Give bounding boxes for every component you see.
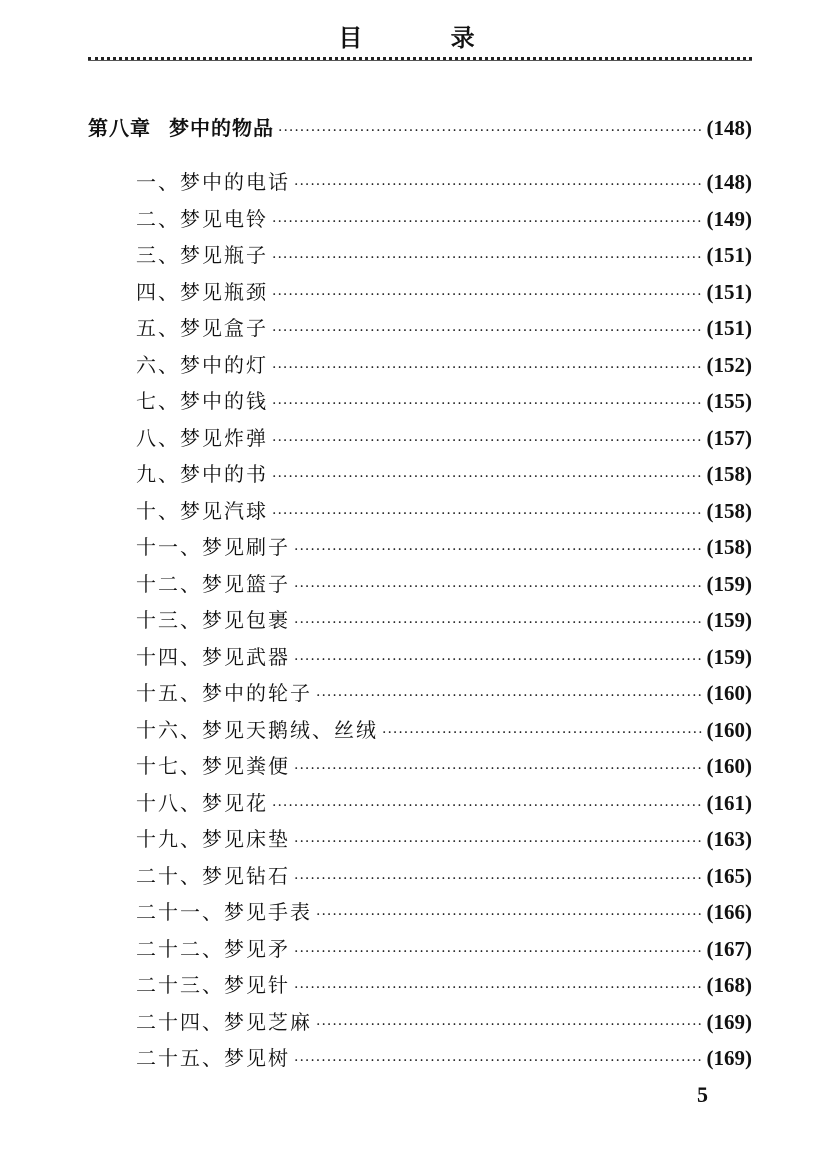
dot-leader (294, 871, 703, 887)
toc-entry-label: 二十五、梦见树 (136, 1046, 290, 1070)
toc-entry-label: 十一、梦见刷子 (136, 535, 290, 559)
toc-entry-page-number: (151) (706, 316, 752, 340)
toc-entry-page-number: (151) (706, 243, 752, 267)
toc-entry-label: 二十一、梦见手表 (136, 900, 312, 924)
dot-leader (294, 615, 703, 631)
toc-entry-row[interactable] (136, 531, 752, 565)
toc-entry-page-number: (160) (706, 754, 752, 778)
toc-entry-page-number: (151) (706, 280, 752, 304)
toc-entry-row[interactable] (136, 677, 752, 711)
toc-entry-label: 十五、梦中的轮子 (136, 681, 312, 705)
dot-leader (382, 725, 703, 741)
dot-leader (294, 980, 703, 996)
toc-entry-page-number: (152) (706, 353, 752, 377)
toc-entry-page-number: (169) (706, 1046, 752, 1070)
toc-entry-page-number: (159) (706, 572, 752, 596)
toc-entry-row[interactable] (136, 1006, 752, 1040)
toc-entry-page-number: (168) (706, 973, 752, 997)
toc-entry-label: 七、梦中的钱 (136, 389, 268, 413)
toc-entry-row[interactable] (136, 714, 752, 748)
chapter-page-number: (148) (706, 116, 752, 140)
toc-entry-row[interactable] (136, 1042, 752, 1076)
dot-leader (272, 287, 703, 303)
toc-entry-label: 十二、梦见篮子 (136, 572, 290, 596)
toc-entry-label: 十六、梦见天鹅绒、丝绒 (136, 718, 378, 742)
chapter-number: 第八章 (88, 116, 151, 140)
dot-leader (272, 323, 703, 339)
toc-chapter-row[interactable] (88, 112, 752, 146)
toc-entry-row[interactable] (136, 641, 752, 675)
header-divider-line (88, 60, 752, 61)
toc-entry-label: 九、梦中的书 (136, 462, 268, 486)
toc-entry-page-number: (160) (706, 718, 752, 742)
toc-entry-label: 十八、梦见花 (136, 791, 268, 815)
footer-page-number: 5 (697, 1082, 708, 1107)
toc-entry-page-number: (169) (706, 1010, 752, 1034)
toc-entry-row[interactable] (136, 276, 752, 310)
toc-entry-page-number: (166) (706, 900, 752, 924)
toc-entry-row[interactable] (136, 568, 752, 602)
toc-entry-label: 十七、梦见粪便 (136, 754, 290, 778)
dot-leader (294, 944, 703, 960)
toc-entry-page-number: (165) (706, 864, 752, 888)
toc-entry-row[interactable] (136, 239, 752, 273)
toc-entry-page-number: (158) (706, 462, 752, 486)
dot-leader (272, 433, 703, 449)
toc-entry-label: 二十、梦见钻石 (136, 864, 290, 888)
toc-entry-page-number: (158) (706, 499, 752, 523)
toc-entry-page-number: (148) (706, 170, 752, 194)
toc-entry-page-number: (155) (706, 389, 752, 413)
chapter-title: 梦中的物品 (169, 116, 274, 140)
toc-entry-page-number: (159) (706, 645, 752, 669)
toc-entry-label: 二十三、梦见针 (136, 973, 290, 997)
dot-leader (316, 688, 703, 704)
dot-leader (272, 214, 703, 230)
toc-entry-row[interactable] (136, 896, 752, 930)
toc-entry-row[interactable] (136, 787, 752, 821)
toc-entry-page-number: (160) (706, 681, 752, 705)
toc-entry-row[interactable] (136, 422, 752, 456)
dot-leader (294, 1053, 703, 1069)
toc-entry-page-number: (167) (706, 937, 752, 961)
dot-leader (272, 798, 703, 814)
toc-entry-row[interactable] (136, 750, 752, 784)
dot-leader (294, 177, 703, 193)
dot-leader (272, 396, 703, 412)
toc-entry-label: 四、梦见瓶颈 (136, 280, 268, 304)
toc-entry-label: 一、梦中的电话 (136, 170, 290, 194)
toc-entry-row[interactable] (136, 495, 752, 529)
toc-entry-row[interactable] (136, 933, 752, 967)
toc-entry-row[interactable] (136, 969, 752, 1003)
dot-leader (294, 652, 703, 668)
dot-leader (316, 1017, 703, 1033)
dot-leader (272, 469, 703, 485)
dot-leader (272, 506, 703, 522)
toc-entry-row[interactable] (136, 860, 752, 894)
toc-entry-label: 八、梦见炸弹 (136, 426, 268, 450)
toc-entry-label: 五、梦见盒子 (136, 316, 268, 340)
toc-entry-label: 三、梦见瓶子 (136, 243, 268, 267)
toc-entry-label: 二、梦见电铃 (136, 207, 268, 231)
toc-entry-label: 六、梦中的灯 (136, 353, 268, 377)
page-title: 目 录 (338, 24, 515, 52)
dot-leader (278, 123, 703, 139)
dot-leader (316, 907, 703, 923)
toc-entry-row[interactable] (136, 458, 752, 492)
dot-leader (272, 360, 703, 376)
toc-entry-row[interactable] (136, 823, 752, 857)
toc-entry-page-number: (149) (706, 207, 752, 231)
chapter-heading (88, 112, 274, 141)
toc-entry-page-number: (157) (706, 426, 752, 450)
dot-leader (294, 761, 703, 777)
toc-entry-label: 二十二、梦见矛 (136, 937, 290, 961)
toc-entry-label: 十四、梦见武器 (136, 645, 290, 669)
toc-entry-row[interactable] (136, 604, 752, 638)
toc-entry-page-number: (159) (706, 608, 752, 632)
toc-entry-label: 十九、梦见床垫 (136, 827, 290, 851)
toc-entry-page-number: (161) (706, 791, 752, 815)
toc-entry-row[interactable] (136, 166, 752, 200)
toc-entry-page-number: (158) (706, 535, 752, 559)
toc-entry-page-number: (163) (706, 827, 752, 851)
toc-entry-row[interactable] (136, 385, 752, 419)
toc-entry-label: 二十四、梦见芝麻 (136, 1010, 312, 1034)
toc-entry-row[interactable] (136, 349, 752, 383)
toc-entry-label: 十三、梦见包裹 (136, 608, 290, 632)
toc-entry-row[interactable] (136, 203, 752, 237)
dot-leader (294, 834, 703, 850)
dot-leader (272, 250, 703, 266)
toc-entry-label: 十、梦见汽球 (136, 499, 268, 523)
dot-leader (294, 542, 703, 558)
dot-leader (294, 579, 703, 595)
toc-entry-row[interactable] (136, 312, 752, 346)
